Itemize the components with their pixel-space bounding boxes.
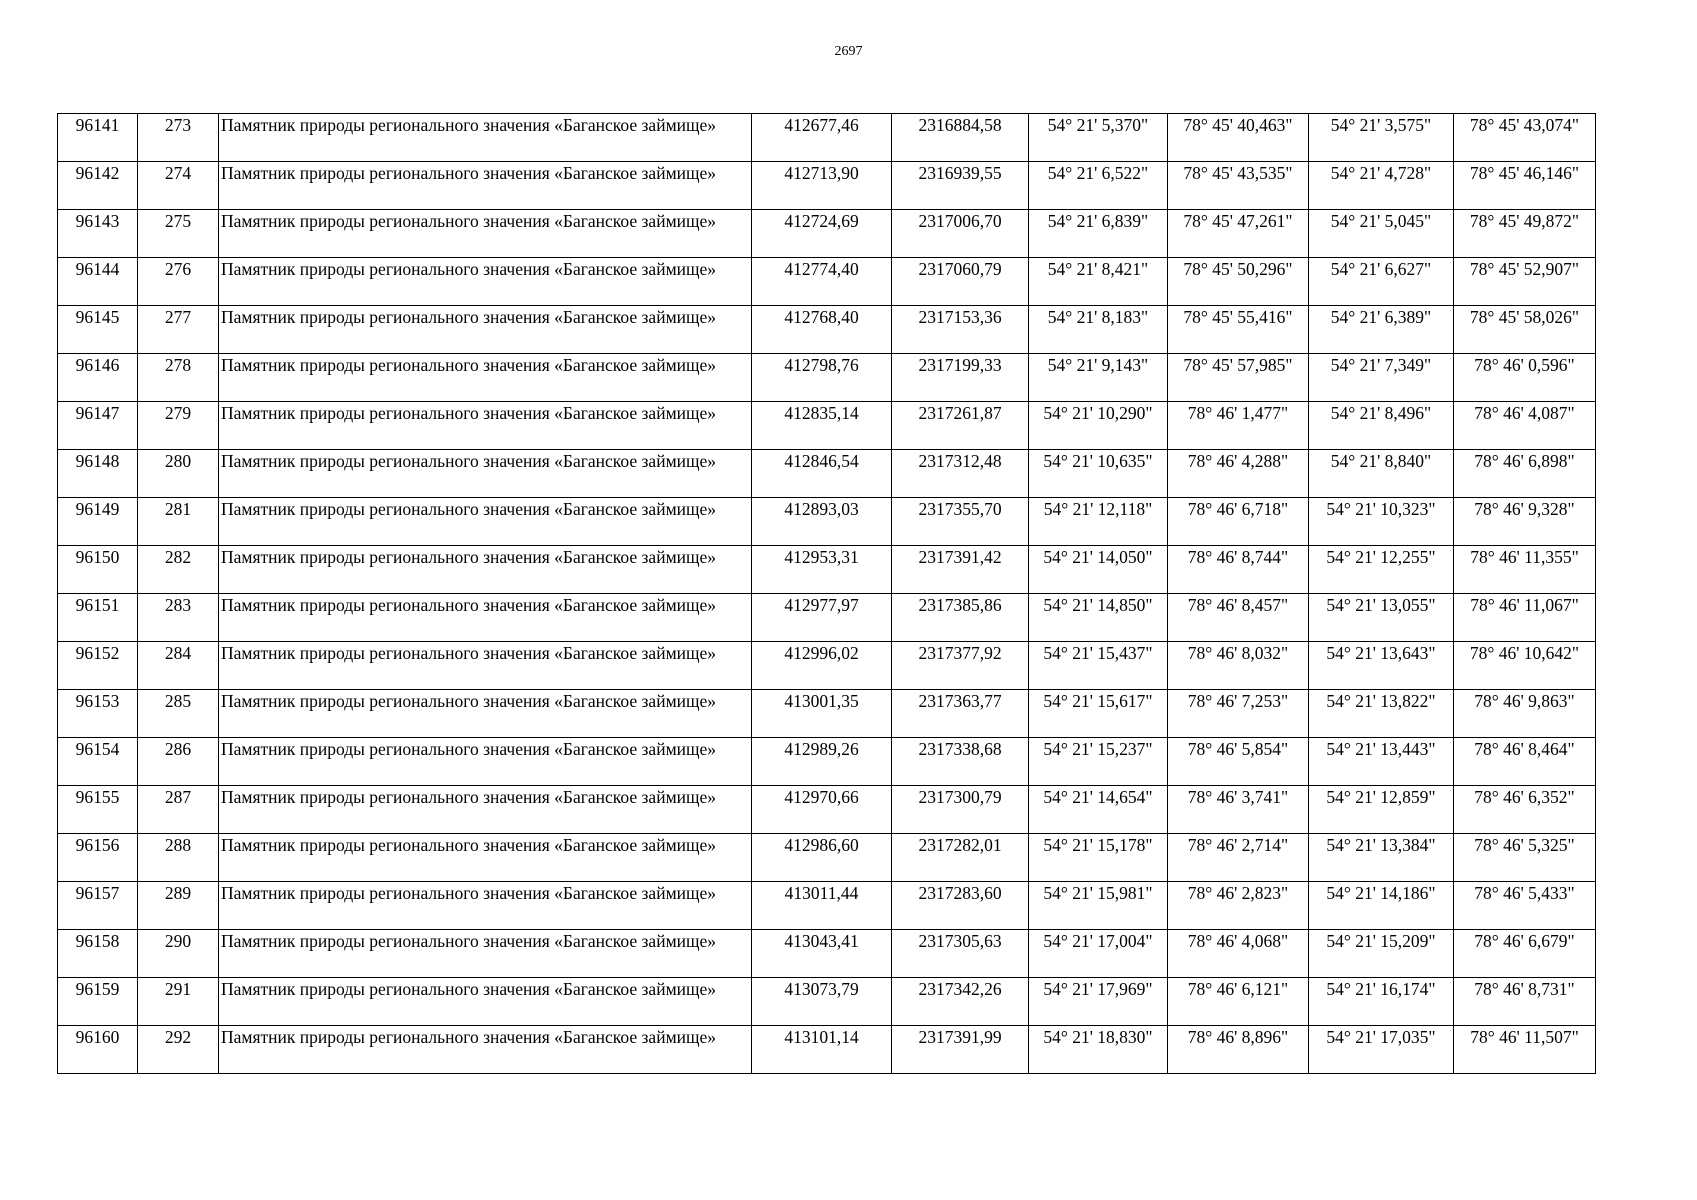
table-row <box>58 642 1596 690</box>
longitude-1-cell: 78° 46' 1,477" <box>1168 402 1309 450</box>
table-row <box>58 498 1596 546</box>
point-number-cell: 275 <box>138 210 219 258</box>
record-id-cell: 96160 <box>58 1026 138 1074</box>
coordinates-table <box>57 113 1596 1074</box>
longitude-1-cell: 78° 45' 55,416" <box>1168 306 1309 354</box>
object-name-cell: Памятник природы регионального значения «Баганское займище» <box>219 450 752 498</box>
y-coordinate-cell: 2317391,99 <box>892 1026 1029 1074</box>
x-coordinate-cell: 412768,40 <box>752 306 892 354</box>
point-number-cell: 273 <box>138 114 219 162</box>
longitude-2-cell: 78° 46' 8,731" <box>1454 978 1596 1026</box>
record-id-cell: 96149 <box>58 498 138 546</box>
y-coordinate-cell: 2317385,86 <box>892 594 1029 642</box>
latitude-2-cell: 54° 21' 13,822" <box>1309 690 1454 738</box>
longitude-2-cell: 78° 46' 9,863" <box>1454 690 1596 738</box>
longitude-2-cell: 78° 46' 5,325" <box>1454 834 1596 882</box>
latitude-1-cell: 54° 21' 17,004" <box>1029 930 1168 978</box>
table-row <box>58 306 1596 354</box>
longitude-1-cell: 78° 46' 2,714" <box>1168 834 1309 882</box>
longitude-1-cell: 78° 46' 6,718" <box>1168 498 1309 546</box>
longitude-1-cell: 78° 46' 8,032" <box>1168 642 1309 690</box>
point-number-cell: 282 <box>138 546 219 594</box>
record-id-cell: 96150 <box>58 546 138 594</box>
point-number-cell: 292 <box>138 1026 219 1074</box>
x-coordinate-cell: 413073,79 <box>752 978 892 1026</box>
longitude-2-cell: 78° 46' 6,679" <box>1454 930 1596 978</box>
latitude-1-cell: 54° 21' 15,981" <box>1029 882 1168 930</box>
point-number-cell: 277 <box>138 306 219 354</box>
latitude-2-cell: 54° 21' 10,323" <box>1309 498 1454 546</box>
longitude-2-cell: 78° 46' 8,464" <box>1454 738 1596 786</box>
object-name-cell: Памятник природы регионального значения «Баганское займище» <box>219 930 752 978</box>
latitude-2-cell: 54° 21' 8,840" <box>1309 450 1454 498</box>
point-number-cell: 281 <box>138 498 219 546</box>
x-coordinate-cell: 412970,66 <box>752 786 892 834</box>
y-coordinate-cell: 2317282,01 <box>892 834 1029 882</box>
x-coordinate-cell: 412677,46 <box>752 114 892 162</box>
record-id-cell: 96141 <box>58 114 138 162</box>
latitude-1-cell: 54° 21' 17,969" <box>1029 978 1168 1026</box>
y-coordinate-cell: 2317312,48 <box>892 450 1029 498</box>
latitude-2-cell: 54° 21' 12,255" <box>1309 546 1454 594</box>
table-row <box>58 162 1596 210</box>
longitude-1-cell: 78° 46' 6,121" <box>1168 978 1309 1026</box>
record-id-cell: 96147 <box>58 402 138 450</box>
x-coordinate-cell: 412986,60 <box>752 834 892 882</box>
latitude-1-cell: 54° 21' 18,830" <box>1029 1026 1168 1074</box>
table-row <box>58 978 1596 1026</box>
latitude-1-cell: 54° 21' 15,178" <box>1029 834 1168 882</box>
record-id-cell: 96146 <box>58 354 138 402</box>
record-id-cell: 96144 <box>58 258 138 306</box>
object-name-cell: Памятник природы регионального значения «Баганское займище» <box>219 114 752 162</box>
object-name-cell: Памятник природы регионального значения «Баганское займище» <box>219 546 752 594</box>
longitude-2-cell: 78° 45' 43,074" <box>1454 114 1596 162</box>
latitude-2-cell: 54° 21' 3,575" <box>1309 114 1454 162</box>
record-id-cell: 96153 <box>58 690 138 738</box>
x-coordinate-cell: 413011,44 <box>752 882 892 930</box>
latitude-1-cell: 54° 21' 15,437" <box>1029 642 1168 690</box>
table-row <box>58 738 1596 786</box>
object-name-cell: Памятник природы регионального значения «Баганское займище» <box>219 738 752 786</box>
latitude-1-cell: 54° 21' 8,421" <box>1029 258 1168 306</box>
x-coordinate-cell: 412798,76 <box>752 354 892 402</box>
latitude-1-cell: 54° 21' 10,635" <box>1029 450 1168 498</box>
longitude-2-cell: 78° 45' 58,026" <box>1454 306 1596 354</box>
y-coordinate-cell: 2317338,68 <box>892 738 1029 786</box>
record-id-cell: 96142 <box>58 162 138 210</box>
x-coordinate-cell: 412846,54 <box>752 450 892 498</box>
longitude-1-cell: 78° 46' 8,896" <box>1168 1026 1309 1074</box>
latitude-2-cell: 54° 21' 15,209" <box>1309 930 1454 978</box>
point-number-cell: 291 <box>138 978 219 1026</box>
y-coordinate-cell: 2317261,87 <box>892 402 1029 450</box>
object-name-cell: Памятник природы регионального значения «Баганское займище» <box>219 978 752 1026</box>
object-name-cell: Памятник природы регионального значения «Баганское займище» <box>219 210 752 258</box>
latitude-1-cell: 54° 21' 8,183" <box>1029 306 1168 354</box>
table-row <box>58 594 1596 642</box>
x-coordinate-cell: 412977,97 <box>752 594 892 642</box>
latitude-2-cell: 54° 21' 14,186" <box>1309 882 1454 930</box>
x-coordinate-cell: 412996,02 <box>752 642 892 690</box>
object-name-cell: Памятник природы регионального значения «Баганское займище» <box>219 258 752 306</box>
x-coordinate-cell: 412774,40 <box>752 258 892 306</box>
y-coordinate-cell: 2317006,70 <box>892 210 1029 258</box>
y-coordinate-cell: 2317342,26 <box>892 978 1029 1026</box>
x-coordinate-cell: 412953,31 <box>752 546 892 594</box>
longitude-2-cell: 78° 46' 5,433" <box>1454 882 1596 930</box>
object-name-cell: Памятник природы регионального значения «Баганское займище» <box>219 402 752 450</box>
longitude-2-cell: 78° 46' 6,898" <box>1454 450 1596 498</box>
x-coordinate-cell: 412989,26 <box>752 738 892 786</box>
longitude-1-cell: 78° 46' 8,457" <box>1168 594 1309 642</box>
table-row <box>58 354 1596 402</box>
point-number-cell: 274 <box>138 162 219 210</box>
y-coordinate-cell: 2317283,60 <box>892 882 1029 930</box>
record-id-cell: 96152 <box>58 642 138 690</box>
record-id-cell: 96154 <box>58 738 138 786</box>
point-number-cell: 276 <box>138 258 219 306</box>
latitude-1-cell: 54° 21' 14,050" <box>1029 546 1168 594</box>
y-coordinate-cell: 2317305,63 <box>892 930 1029 978</box>
object-name-cell: Памятник природы регионального значения «Баганское займище» <box>219 834 752 882</box>
table-row <box>58 210 1596 258</box>
object-name-cell: Памятник природы регионального значения «Баганское займище» <box>219 642 752 690</box>
longitude-2-cell: 78° 46' 10,642" <box>1454 642 1596 690</box>
longitude-2-cell: 78° 45' 52,907" <box>1454 258 1596 306</box>
latitude-2-cell: 54° 21' 8,496" <box>1309 402 1454 450</box>
x-coordinate-cell: 413001,35 <box>752 690 892 738</box>
record-id-cell: 96157 <box>58 882 138 930</box>
latitude-2-cell: 54° 21' 13,055" <box>1309 594 1454 642</box>
record-id-cell: 96158 <box>58 930 138 978</box>
y-coordinate-cell: 2317060,79 <box>892 258 1029 306</box>
point-number-cell: 278 <box>138 354 219 402</box>
object-name-cell: Памятник природы регионального значения «Баганское займище» <box>219 1026 752 1074</box>
latitude-1-cell: 54° 21' 14,654" <box>1029 786 1168 834</box>
table-row <box>58 834 1596 882</box>
table-row <box>58 930 1596 978</box>
latitude-2-cell: 54° 21' 7,349" <box>1309 354 1454 402</box>
latitude-1-cell: 54° 21' 15,617" <box>1029 690 1168 738</box>
longitude-2-cell: 78° 46' 4,087" <box>1454 402 1596 450</box>
table-row <box>58 882 1596 930</box>
y-coordinate-cell: 2317199,33 <box>892 354 1029 402</box>
y-coordinate-cell: 2317300,79 <box>892 786 1029 834</box>
longitude-1-cell: 78° 46' 5,854" <box>1168 738 1309 786</box>
latitude-2-cell: 54° 21' 16,174" <box>1309 978 1454 1026</box>
latitude-1-cell: 54° 21' 6,522" <box>1029 162 1168 210</box>
latitude-2-cell: 54° 21' 5,045" <box>1309 210 1454 258</box>
y-coordinate-cell: 2316939,55 <box>892 162 1029 210</box>
record-id-cell: 96145 <box>58 306 138 354</box>
object-name-cell: Памятник природы регионального значения «Баганское займище» <box>219 786 752 834</box>
point-number-cell: 288 <box>138 834 219 882</box>
x-coordinate-cell: 413043,41 <box>752 930 892 978</box>
point-number-cell: 279 <box>138 402 219 450</box>
record-id-cell: 96155 <box>58 786 138 834</box>
object-name-cell: Памятник природы регионального значения «Баганское займище» <box>219 498 752 546</box>
longitude-1-cell: 78° 45' 43,535" <box>1168 162 1309 210</box>
table-row <box>58 1026 1596 1074</box>
record-id-cell: 96143 <box>58 210 138 258</box>
table-row <box>58 450 1596 498</box>
x-coordinate-cell: 412835,14 <box>752 402 892 450</box>
latitude-2-cell: 54° 21' 13,384" <box>1309 834 1454 882</box>
longitude-1-cell: 78° 45' 57,985" <box>1168 354 1309 402</box>
y-coordinate-cell: 2316884,58 <box>892 114 1029 162</box>
object-name-cell: Памятник природы регионального значения «Баганское займище» <box>219 162 752 210</box>
latitude-1-cell: 54° 21' 10,290" <box>1029 402 1168 450</box>
longitude-2-cell: 78° 46' 11,067" <box>1454 594 1596 642</box>
table-row <box>58 258 1596 306</box>
longitude-2-cell: 78° 46' 0,596" <box>1454 354 1596 402</box>
latitude-2-cell: 54° 21' 12,859" <box>1309 786 1454 834</box>
latitude-1-cell: 54° 21' 14,850" <box>1029 594 1168 642</box>
latitude-2-cell: 54° 21' 17,035" <box>1309 1026 1454 1074</box>
page-number: 2697 <box>834 44 863 59</box>
x-coordinate-cell: 413101,14 <box>752 1026 892 1074</box>
latitude-2-cell: 54° 21' 13,443" <box>1309 738 1454 786</box>
latitude-2-cell: 54° 21' 6,389" <box>1309 306 1454 354</box>
longitude-2-cell: 78° 45' 46,146" <box>1454 162 1596 210</box>
longitude-1-cell: 78° 46' 4,068" <box>1168 930 1309 978</box>
object-name-cell: Памятник природы регионального значения «Баганское займище» <box>219 594 752 642</box>
longitude-2-cell: 78° 46' 6,352" <box>1454 786 1596 834</box>
object-name-cell: Памятник природы регионального значения «Баганское займище» <box>219 882 752 930</box>
record-id-cell: 96148 <box>58 450 138 498</box>
table-row <box>58 402 1596 450</box>
object-name-cell: Памятник природы регионального значения «Баганское займище» <box>219 306 752 354</box>
x-coordinate-cell: 412893,03 <box>752 498 892 546</box>
longitude-1-cell: 78° 46' 2,823" <box>1168 882 1309 930</box>
latitude-2-cell: 54° 21' 13,643" <box>1309 642 1454 690</box>
longitude-1-cell: 78° 45' 40,463" <box>1168 114 1309 162</box>
latitude-1-cell: 54° 21' 9,143" <box>1029 354 1168 402</box>
table-row <box>58 114 1596 162</box>
latitude-1-cell: 54° 21' 6,839" <box>1029 210 1168 258</box>
object-name-cell: Памятник природы регионального значения «Баганское займище» <box>219 354 752 402</box>
point-number-cell: 289 <box>138 882 219 930</box>
point-number-cell: 286 <box>138 738 219 786</box>
longitude-2-cell: 78° 46' 9,328" <box>1454 498 1596 546</box>
point-number-cell: 285 <box>138 690 219 738</box>
latitude-2-cell: 54° 21' 6,627" <box>1309 258 1454 306</box>
y-coordinate-cell: 2317377,92 <box>892 642 1029 690</box>
longitude-2-cell: 78° 46' 11,355" <box>1454 546 1596 594</box>
point-number-cell: 284 <box>138 642 219 690</box>
x-coordinate-cell: 412724,69 <box>752 210 892 258</box>
longitude-1-cell: 78° 46' 8,744" <box>1168 546 1309 594</box>
record-id-cell: 96159 <box>58 978 138 1026</box>
y-coordinate-cell: 2317355,70 <box>892 498 1029 546</box>
x-coordinate-cell: 412713,90 <box>752 162 892 210</box>
longitude-1-cell: 78° 46' 4,288" <box>1168 450 1309 498</box>
longitude-2-cell: 78° 46' 11,507" <box>1454 1026 1596 1074</box>
point-number-cell: 280 <box>138 450 219 498</box>
table-row <box>58 690 1596 738</box>
y-coordinate-cell: 2317153,36 <box>892 306 1029 354</box>
longitude-2-cell: 78° 45' 49,872" <box>1454 210 1596 258</box>
object-name-cell: Памятник природы регионального значения «Баганское займище» <box>219 690 752 738</box>
record-id-cell: 96156 <box>58 834 138 882</box>
point-number-cell: 290 <box>138 930 219 978</box>
latitude-1-cell: 54° 21' 12,118" <box>1029 498 1168 546</box>
point-number-cell: 283 <box>138 594 219 642</box>
latitude-1-cell: 54° 21' 5,370" <box>1029 114 1168 162</box>
record-id-cell: 96151 <box>58 594 138 642</box>
table-body <box>58 114 1596 1074</box>
point-number-cell: 287 <box>138 786 219 834</box>
y-coordinate-cell: 2317363,77 <box>892 690 1029 738</box>
longitude-1-cell: 78° 46' 3,741" <box>1168 786 1309 834</box>
table-row <box>58 546 1596 594</box>
longitude-1-cell: 78° 46' 7,253" <box>1168 690 1309 738</box>
longitude-1-cell: 78° 45' 47,261" <box>1168 210 1309 258</box>
latitude-1-cell: 54° 21' 15,237" <box>1029 738 1168 786</box>
longitude-1-cell: 78° 45' 50,296" <box>1168 258 1309 306</box>
table-row <box>58 786 1596 834</box>
latitude-2-cell: 54° 21' 4,728" <box>1309 162 1454 210</box>
y-coordinate-cell: 2317391,42 <box>892 546 1029 594</box>
